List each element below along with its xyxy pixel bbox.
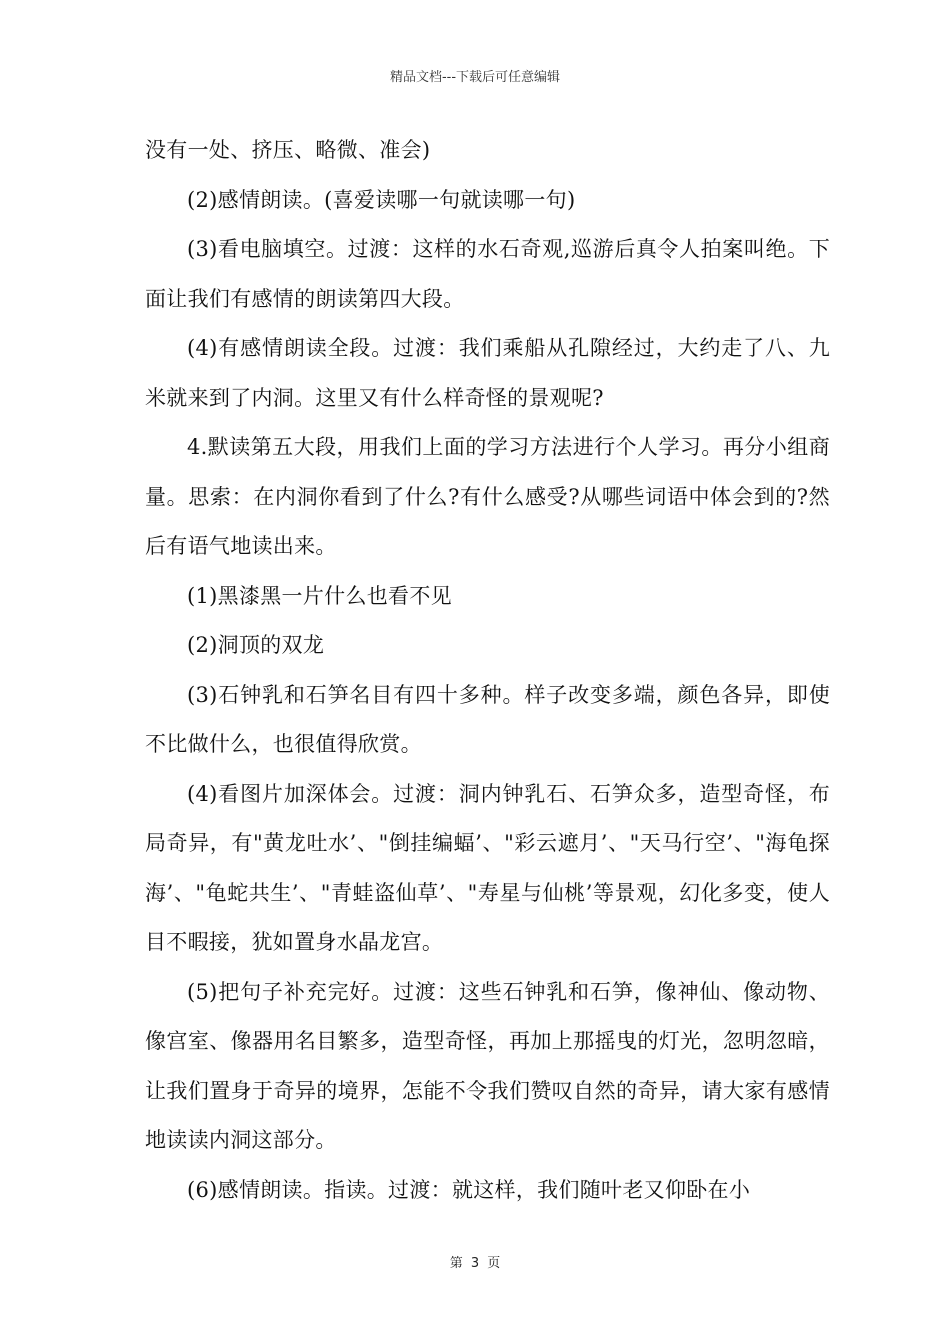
page-footer (0, 1252, 950, 1271)
paragraph-8: (4)看图片加深体会。过渡：洞内钟乳石、石笋众多，造型奇怪，布局奇异，有"黄龙吐水’、"倒挂编蝠’、"彩云遮月’、"天马行空’、"海龟探海’、"龟蛇共生’、"青蛙盗仙草’、"寿星与仙桃’等景观，幻化多变，使人目不暇接，犹如置身水晶龙宫。 (145, 781, 830, 954)
page-number: 3 (470, 1256, 480, 1271)
page-number-prefix: 第 (449, 1256, 463, 1271)
page-number-suffix: 页 (487, 1256, 501, 1271)
document-body (145, 126, 830, 1215)
paragraph-9: (5)把句子补充完好。过渡：这些石钟乳和石笋，像神仙、像动物、像宫室、像器用名目繁多，造型奇怪，再加上那摇曳的灯光，忽明忽暗，让我们置身于奇异的境界，怎能不令我们赞叹自然的奇异，请大家有感情地读读内洞这部分。 (145, 979, 830, 1152)
paragraph-2: (3)看电脑填空。过渡：这样的水石奇观,巡游后真令人拍案叫绝。下面让我们有感情的朗读第四大段。 (145, 237, 830, 311)
paragraph-1: (2)感情朗读。(喜爱读哪一句就读哪一句) (187, 187, 576, 212)
paragraph-6: (2)洞顶的双龙 (187, 633, 325, 657)
paragraph-0: 没有一处、挤压、略微、准会) (145, 138, 431, 162)
paragraph-5: (1)黑漆黑一片什么也看不见 (187, 583, 452, 608)
page-header: 精品文档---下载后可任意编辑 (389, 70, 561, 85)
paragraph-7: (3)石钟乳和石笋名目有四十多种。样子改变多端，颜色各异，即使不比做什么，也很值得欣赏。 (145, 682, 830, 756)
paragraph-10: (6)感情朗读。指读。过渡：就这样，我们随叶老又仰卧在小 (187, 1177, 751, 1202)
paragraph-3: (4)有感情朗读全段。过渡：我们乘船从孔隙经过，大约走了八、九米就来到了内洞。这里又有什么样奇怪的景观呢? (145, 336, 830, 410)
paragraph-4: 4.默读第五大段，用我们上面的学习方法进行个人学习。再分小组商量。思索：在内洞你看到了什么?有什么感受?从哪些词语中体会到的?然后有语气地读出来。 (145, 435, 830, 558)
